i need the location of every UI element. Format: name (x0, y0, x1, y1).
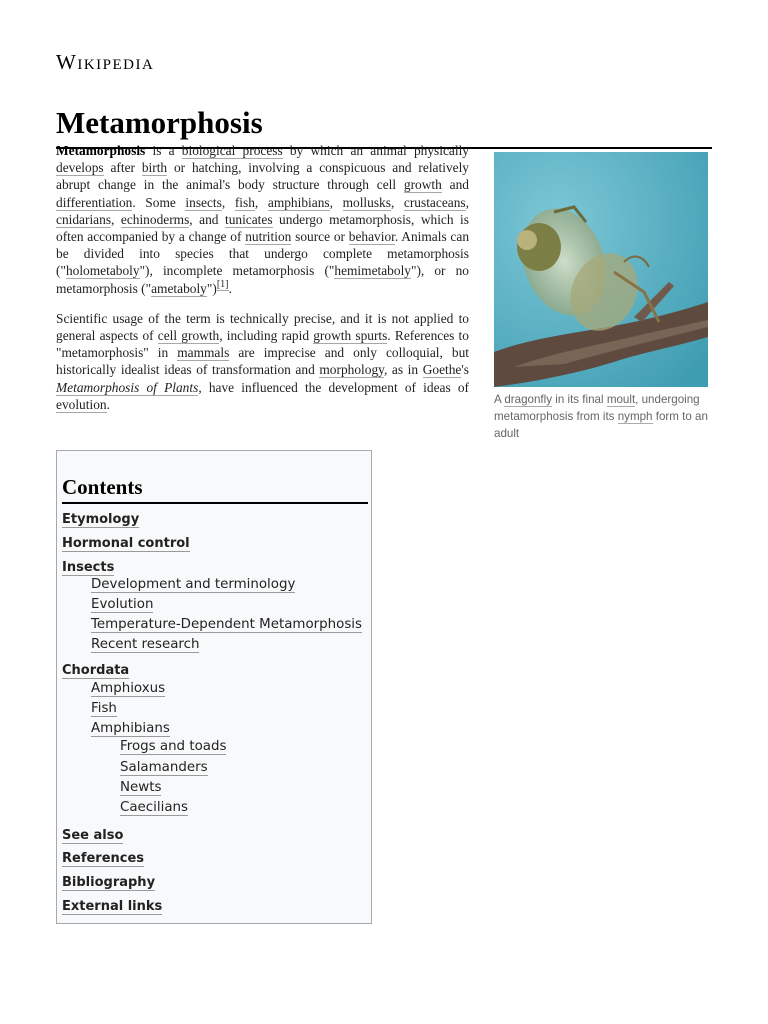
link-insects[interactable]: insects (185, 194, 222, 210)
toc-item-caecilians[interactable]: Caecilians (120, 800, 188, 815)
toc-item-references[interactable]: References (62, 851, 145, 866)
wikipedia-logo[interactable]: Wikipedia (56, 50, 155, 74)
link-echinoderms[interactable]: echinoderms (120, 211, 190, 227)
link-nymph[interactable]: nymph (617, 410, 653, 423)
toc-item-recent-research[interactable]: Recent research (91, 637, 200, 652)
toc-item-amphibians[interactable]: Amphibians (91, 721, 170, 736)
link-amphibians[interactable]: amphibians (267, 194, 330, 210)
toc-item-chordata[interactable]: Chordata (62, 663, 130, 678)
link-biological-process[interactable]: biological process (181, 143, 283, 158)
toc-item-newts[interactable]: Newts (120, 780, 162, 795)
toc-item-see-also[interactable]: See also (62, 828, 124, 843)
toc-item-amphioxus[interactable]: Amphioxus (91, 681, 166, 696)
link-dragonfly[interactable]: dragonfly (504, 393, 553, 406)
link-develops[interactable]: develops (56, 160, 104, 176)
link-differentiation[interactable]: differentiation (56, 194, 133, 210)
toc-item-external-links[interactable]: External links (62, 899, 163, 914)
link-cnidarians[interactable]: cnidarians (56, 211, 112, 227)
link-ametaboly[interactable]: ametaboly (151, 280, 207, 296)
link-tunicates[interactable]: tunicates (224, 211, 273, 227)
link-moult[interactable]: moult (606, 393, 636, 406)
link-hemimetaboly[interactable]: hemimetaboly (334, 263, 411, 279)
toc-item-bibliography[interactable]: Bibliography (62, 875, 156, 890)
toc-item-evolution[interactable]: Evolution (91, 597, 154, 612)
link-cell-growth[interactable]: cell growth (157, 328, 220, 344)
toc-item-frogs-and-toads[interactable]: Frogs and toads (120, 739, 227, 754)
link-crustaceans[interactable]: crustaceans (403, 194, 466, 210)
toc-title: Contents (62, 475, 368, 504)
figure-caption: A dragonfly in its final moult, undergoing metamorphosis from its nymph form to an adult (494, 393, 708, 440)
toc-item-insects[interactable]: Insects (62, 560, 115, 575)
toc-item-development-and-terminology[interactable]: Development and terminology (91, 577, 296, 592)
link-holometaboly[interactable]: holometaboly (65, 263, 140, 279)
toc-item-hormonal-control[interactable]: Hormonal control (62, 536, 190, 551)
usage-paragraph: Scientific usage of the term is technically precise, and it is not applied to general aspects of cell growth, including rapid growth spurts. References to "metamorphosis" in mammals are imprecise and only colloquial, but historically idealist ideas of transformation and morphology, as in Goethe's Metamorphosis of Plants, have influenced the development of ideas of evolution. (56, 310, 469, 412)
link-behavior[interactable]: behavior (348, 229, 395, 245)
toc-item-temperature-dependent-metamorphosis[interactable]: Temperature-Dependent Metamorphosis (91, 617, 363, 632)
link-growth-spurts[interactable]: growth spurts (313, 328, 388, 344)
link-growth[interactable]: growth (403, 177, 442, 193)
link-morphology[interactable]: morphology (319, 362, 384, 378)
toc-item-salamanders[interactable]: Salamanders (120, 760, 208, 775)
link-goethe[interactable]: Goethe (422, 362, 462, 378)
toc-item-fish[interactable]: Fish (91, 701, 117, 716)
link-fish[interactable]: fish (234, 194, 255, 210)
article-body (56, 142, 469, 426)
link-birth[interactable]: birth (141, 160, 168, 176)
table-of-contents (56, 450, 372, 924)
reference-link[interactable]: [1] (216, 279, 229, 291)
dragonfly-photo[interactable] (494, 152, 708, 387)
link-evolution[interactable]: evolution (56, 396, 107, 412)
link-mollusks[interactable]: mollusks (342, 194, 391, 210)
link-mammals[interactable]: mammals (177, 345, 230, 361)
link-metamorphosis-of-plants[interactable]: Metamorphosis of Plants (56, 379, 199, 395)
link-nutrition[interactable]: nutrition (245, 229, 292, 245)
thumbnail-figure (494, 152, 708, 442)
lead-term: Metamorphosis (56, 143, 146, 158)
intro-paragraph: Metamorphosis is a biological process by which an animal physically develops after birth or hatching, involving a conspicuous and relatively abrupt change in the animal's body structure through cell growth and differentiation. Some insects, fish, amphibians, mollusks, crustaceans, cnidarians, echinoderms, and tunicates undergo metamorphosis, which is often accompanied by a change of nutrition source or behavior. Animals can be divided into species that undergo complete metamorphosis ("holometaboly"), incomplete metamorphosis ("hemimetaboly"), or no metamorphosis ("ametaboly")[1]. (56, 143, 470, 296)
page-title: Metamorphosis (56, 105, 712, 149)
toc-item-etymology[interactable]: Etymology (62, 512, 140, 527)
